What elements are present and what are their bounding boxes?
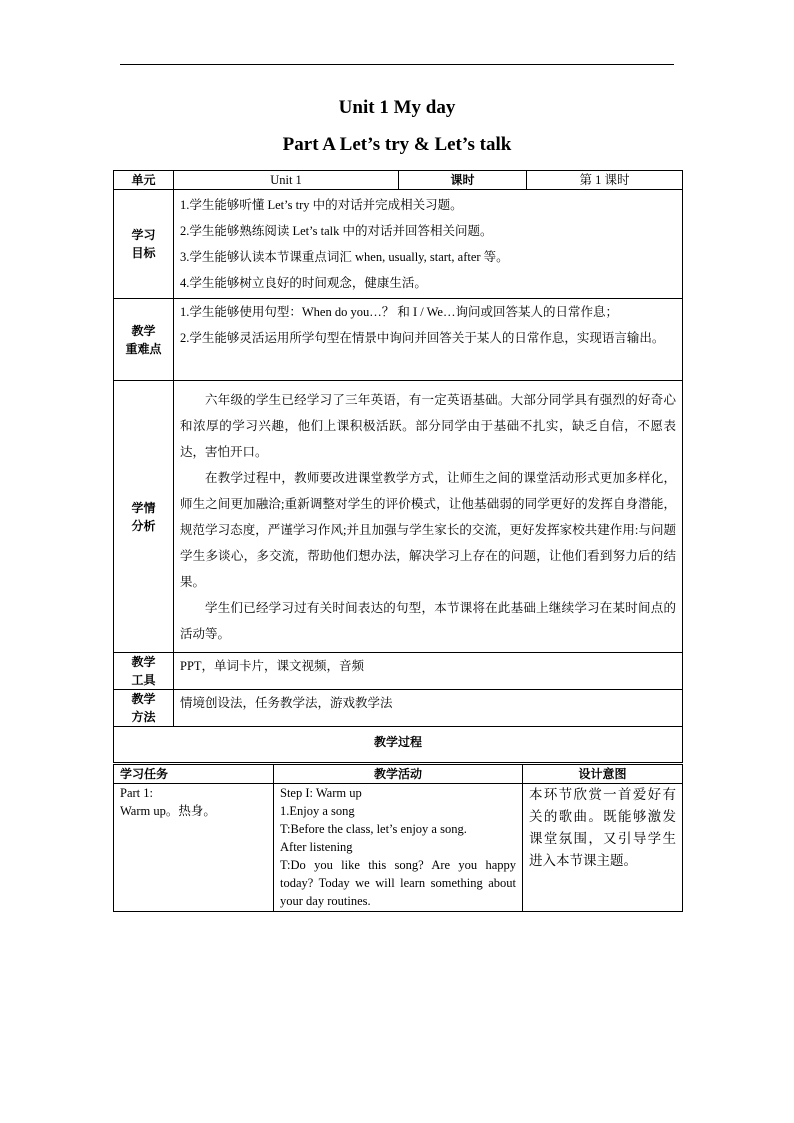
key-points-cell — [174, 299, 683, 381]
unit-label: 单元 — [114, 171, 174, 190]
objective-item: 2.学生能够熟练阅读 Let’s talk 中的对话并回答相关问题。 — [180, 224, 493, 238]
activity-line: After listening — [280, 840, 353, 854]
objectives-label-text: 学习 目标 — [131, 228, 156, 260]
task-cell — [114, 784, 274, 912]
methods-label-text: 教学 方法 — [131, 692, 156, 724]
analysis-cell — [174, 381, 683, 653]
tools-label-text: 教学 工具 — [131, 655, 156, 687]
unit-value: Unit 1 — [174, 171, 399, 190]
objectives-cell — [174, 190, 683, 299]
key-point-item: 1.学生能够使用句型：When do you…？ 和 I / We…询问或回答某人的日常作息； — [180, 305, 618, 319]
header-rule — [120, 64, 674, 65]
objective-item: 4.学生能够树立良好的时间观念，健康生活。 — [180, 276, 427, 290]
methods-label — [114, 690, 174, 727]
process-table — [113, 764, 683, 912]
analysis-paragraph: 六年级的学生已经学习了三年英语，有一定英语基础。大部分同学具有强烈的好奇心和浓厚的学习兴趣，他们上课积极活跃。部分同学由于基础不扎实，缺乏自信，不愿表达，害怕开口。 — [180, 392, 676, 459]
methods-value: 情境创设法，任务教学法，游戏教学法 — [174, 690, 683, 727]
process-heading: 教学过程 — [114, 727, 683, 763]
activity-line: T:Do you like this song? Are you happy today? Today we will learn something about your day routines. — [280, 858, 516, 908]
col-intent-header: 设计意图 — [523, 765, 683, 784]
analysis-label-text: 学情 分析 — [131, 500, 156, 533]
analysis-label — [114, 381, 174, 653]
tools-value: PPT，单词卡片，课文视频，音频 — [174, 653, 683, 690]
task-line: Warm up。热身。 — [120, 804, 216, 818]
activity-line: 1.Enjoy a song — [280, 804, 355, 818]
analysis-paragraph: 学生们已经学习过有关时间表达的句型，本节课将在此基础上继续学习在某时间点的活动等。 — [180, 600, 676, 641]
objective-item: 1.学生能够听懂 Let’s try 中的对话并完成相关习题。 — [180, 198, 463, 212]
period-value: 第 1 课时 — [527, 171, 683, 190]
col-activity-header: 教学活动 — [274, 765, 523, 784]
key-point-item: 2.学生能够灵活运用所学句型在情景中询问并回答关于某人的日常作息，实现语言输出。 — [180, 331, 665, 345]
key-points-label-text: 教学 重难点 — [125, 323, 162, 356]
col-task-header: 学习任务 — [114, 765, 274, 784]
activity-line: Step I: Warm up — [280, 786, 362, 800]
activity-line: T:Before the class, let’s enjoy a song. — [280, 822, 467, 836]
key-points-label — [114, 299, 174, 381]
task-line: Part 1: — [120, 786, 153, 800]
lesson-info-table — [113, 170, 683, 763]
doc-subtitle: Part A Let’s try & Let’s talk — [282, 134, 512, 155]
doc-title: Unit 1 My day — [338, 97, 456, 118]
objectives-label — [114, 190, 174, 299]
intent-cell: 本环节欣赏一首爱好有关的歌曲。既能够激发课堂氛围，又引导学生进入本节课主题。 — [523, 784, 683, 912]
objective-item: 3.学生能够认读本节课重点词汇 when, usually, start, after 等。 — [180, 250, 509, 264]
period-label: 课时 — [399, 171, 527, 190]
analysis-paragraph: 在教学过程中，教师要改进课堂教学方式，让师生之间的课堂活动形式更加多样化，师生之间更加融洽;重新调整对学生的评价模式，让他基础弱的同学更好的发挥自身潜能，规范学习态度，严谨学习作风;并且加强与学生家长的交流，更好发挥家校共建作用:与问题学生多谈心，多交流，帮助他们想办法，解决学习上存在的问题，让他们看到努力后的结果。 — [180, 470, 676, 589]
tools-label — [114, 653, 174, 690]
activity-cell — [274, 784, 523, 912]
